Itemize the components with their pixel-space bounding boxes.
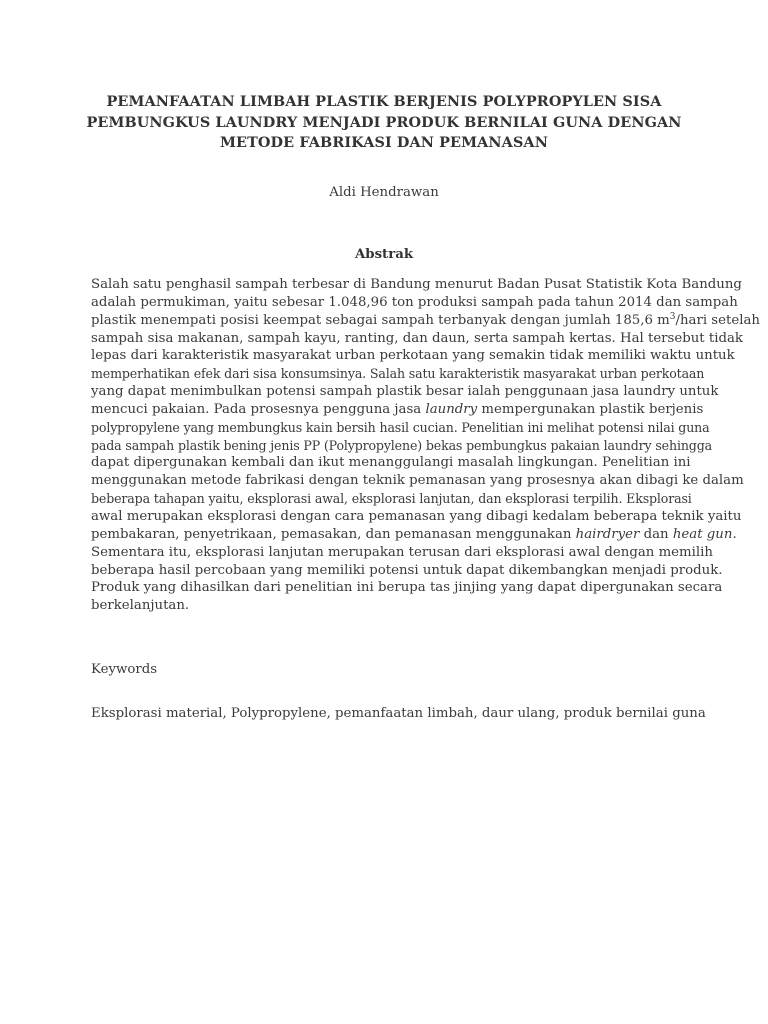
- superscript: 3: [669, 311, 676, 322]
- abstract-line: polypropylene yang membungkus kain bersih hasil cucian. Penelitian ini melihat potensi nilai guna: [91, 419, 710, 435]
- abstract-line: adalah permukiman, yaitu sebesar 1.048,96 ton produksi sampah pada tahun 2014 dan sampah: [91, 294, 738, 310]
- abstract-line: lepas dari karakteristik masyarakat urban perkotaan yang semakin tidak memiliki waktu untuk: [91, 348, 735, 364]
- abstract-line: awal merupakan eksplorasi dengan cara pemanasan yang dibagi kedalam beberapa teknik yaitu: [91, 508, 742, 524]
- abstract-line: pada sampah plastik bening jenis PP (Polypropylene) bekas pembungkus pakaian laundry sehingga: [91, 437, 712, 453]
- author-name: Aldi Hendrawan: [329, 185, 439, 200]
- italic-term: laundry: [425, 401, 478, 417]
- abstract-line: Produk yang dihasilkan dari penelitian ini berupa tas jinjing yang dapat dipergunakan secara: [91, 580, 723, 596]
- keywords-heading: Keywords: [91, 662, 158, 677]
- abstract-line: beberapa hasil percobaan yang memiliki potensi untuk dapat dikembangkan menjadi produk.: [91, 562, 723, 578]
- title-line: PEMBUNGKUS LAUNDRY MENJADI PRODUK BERNILAI GUNA DENGAN: [86, 113, 682, 131]
- abstract-line: berkelanjutan.: [91, 598, 190, 614]
- abstract-line: plastik menempati posisi keempat sebagai sampah terbanyak dengan jumlah 185,6 $m^3$/hari setelah: [91, 311, 760, 328]
- abstract-line: menggunakan metode fabrikasi dengan teknik pemanasan yang prosesnya akan dibagi ke dalam: [91, 473, 744, 489]
- abstract-line: mencuci pakaian. Pada prosesnya pengguna jasa laundry mempergunakan plastik berjenis: [91, 401, 704, 417]
- italic-term: heat gun: [672, 526, 733, 542]
- abstract-body: [91, 276, 760, 615]
- italic-term: hairdryer: [575, 526, 640, 542]
- abstract-line: pembakaran, penyetrikaan, pemasakan, dan pemanasan menggunakan hairdryer dan heat gun.: [91, 526, 737, 542]
- abstract-line: beberapa tahapan yaitu, eksplorasi awal, eksplorasi lanjutan, dan eksplorasi terpilih. Eksplorasi: [91, 491, 692, 507]
- abstract-line: yang dapat menimbulkan potensi sampah plastik besar ialah penggunaan jasa laundry untuk: [91, 384, 719, 400]
- abstract-line: dapat dipergunakan kembali dan ikut menanggulangi masalah lingkungan. Penelitian ini: [91, 455, 691, 471]
- abstract-line: memperhatikan efek dari sisa konsumsinya. Salah satu karakteristik masyarakat urban perkotaan: [91, 366, 705, 382]
- title-line: METODE FABRIKASI DAN PEMANASAN: [220, 134, 548, 151]
- abstract-line: sampah sisa makanan, sampah kayu, ranting, dan daun, serta sampah kertas. Hal tersebut tidak: [91, 330, 743, 346]
- abstract-heading: Abstrak: [354, 247, 414, 262]
- document-title: [0, 92, 768, 154]
- abstract-line: Salah satu penghasil sampah terbesar di Bandung menurut Badan Pusat Statistik Kota Bandung: [91, 277, 742, 292]
- abstract-line: Sementara itu, eksplorasi lanjutan merupakan terusan dari eksplorasi awal dengan memilih: [91, 544, 713, 560]
- title-line: PEMANFAATAN LIMBAH PLASTIK BERJENIS POLYPROPYLEN SISA: [106, 93, 662, 110]
- keywords-list: Eksplorasi material, Polypropylene, pemanfaatan limbah, daur ulang, produk bernilai guna: [91, 706, 706, 721]
